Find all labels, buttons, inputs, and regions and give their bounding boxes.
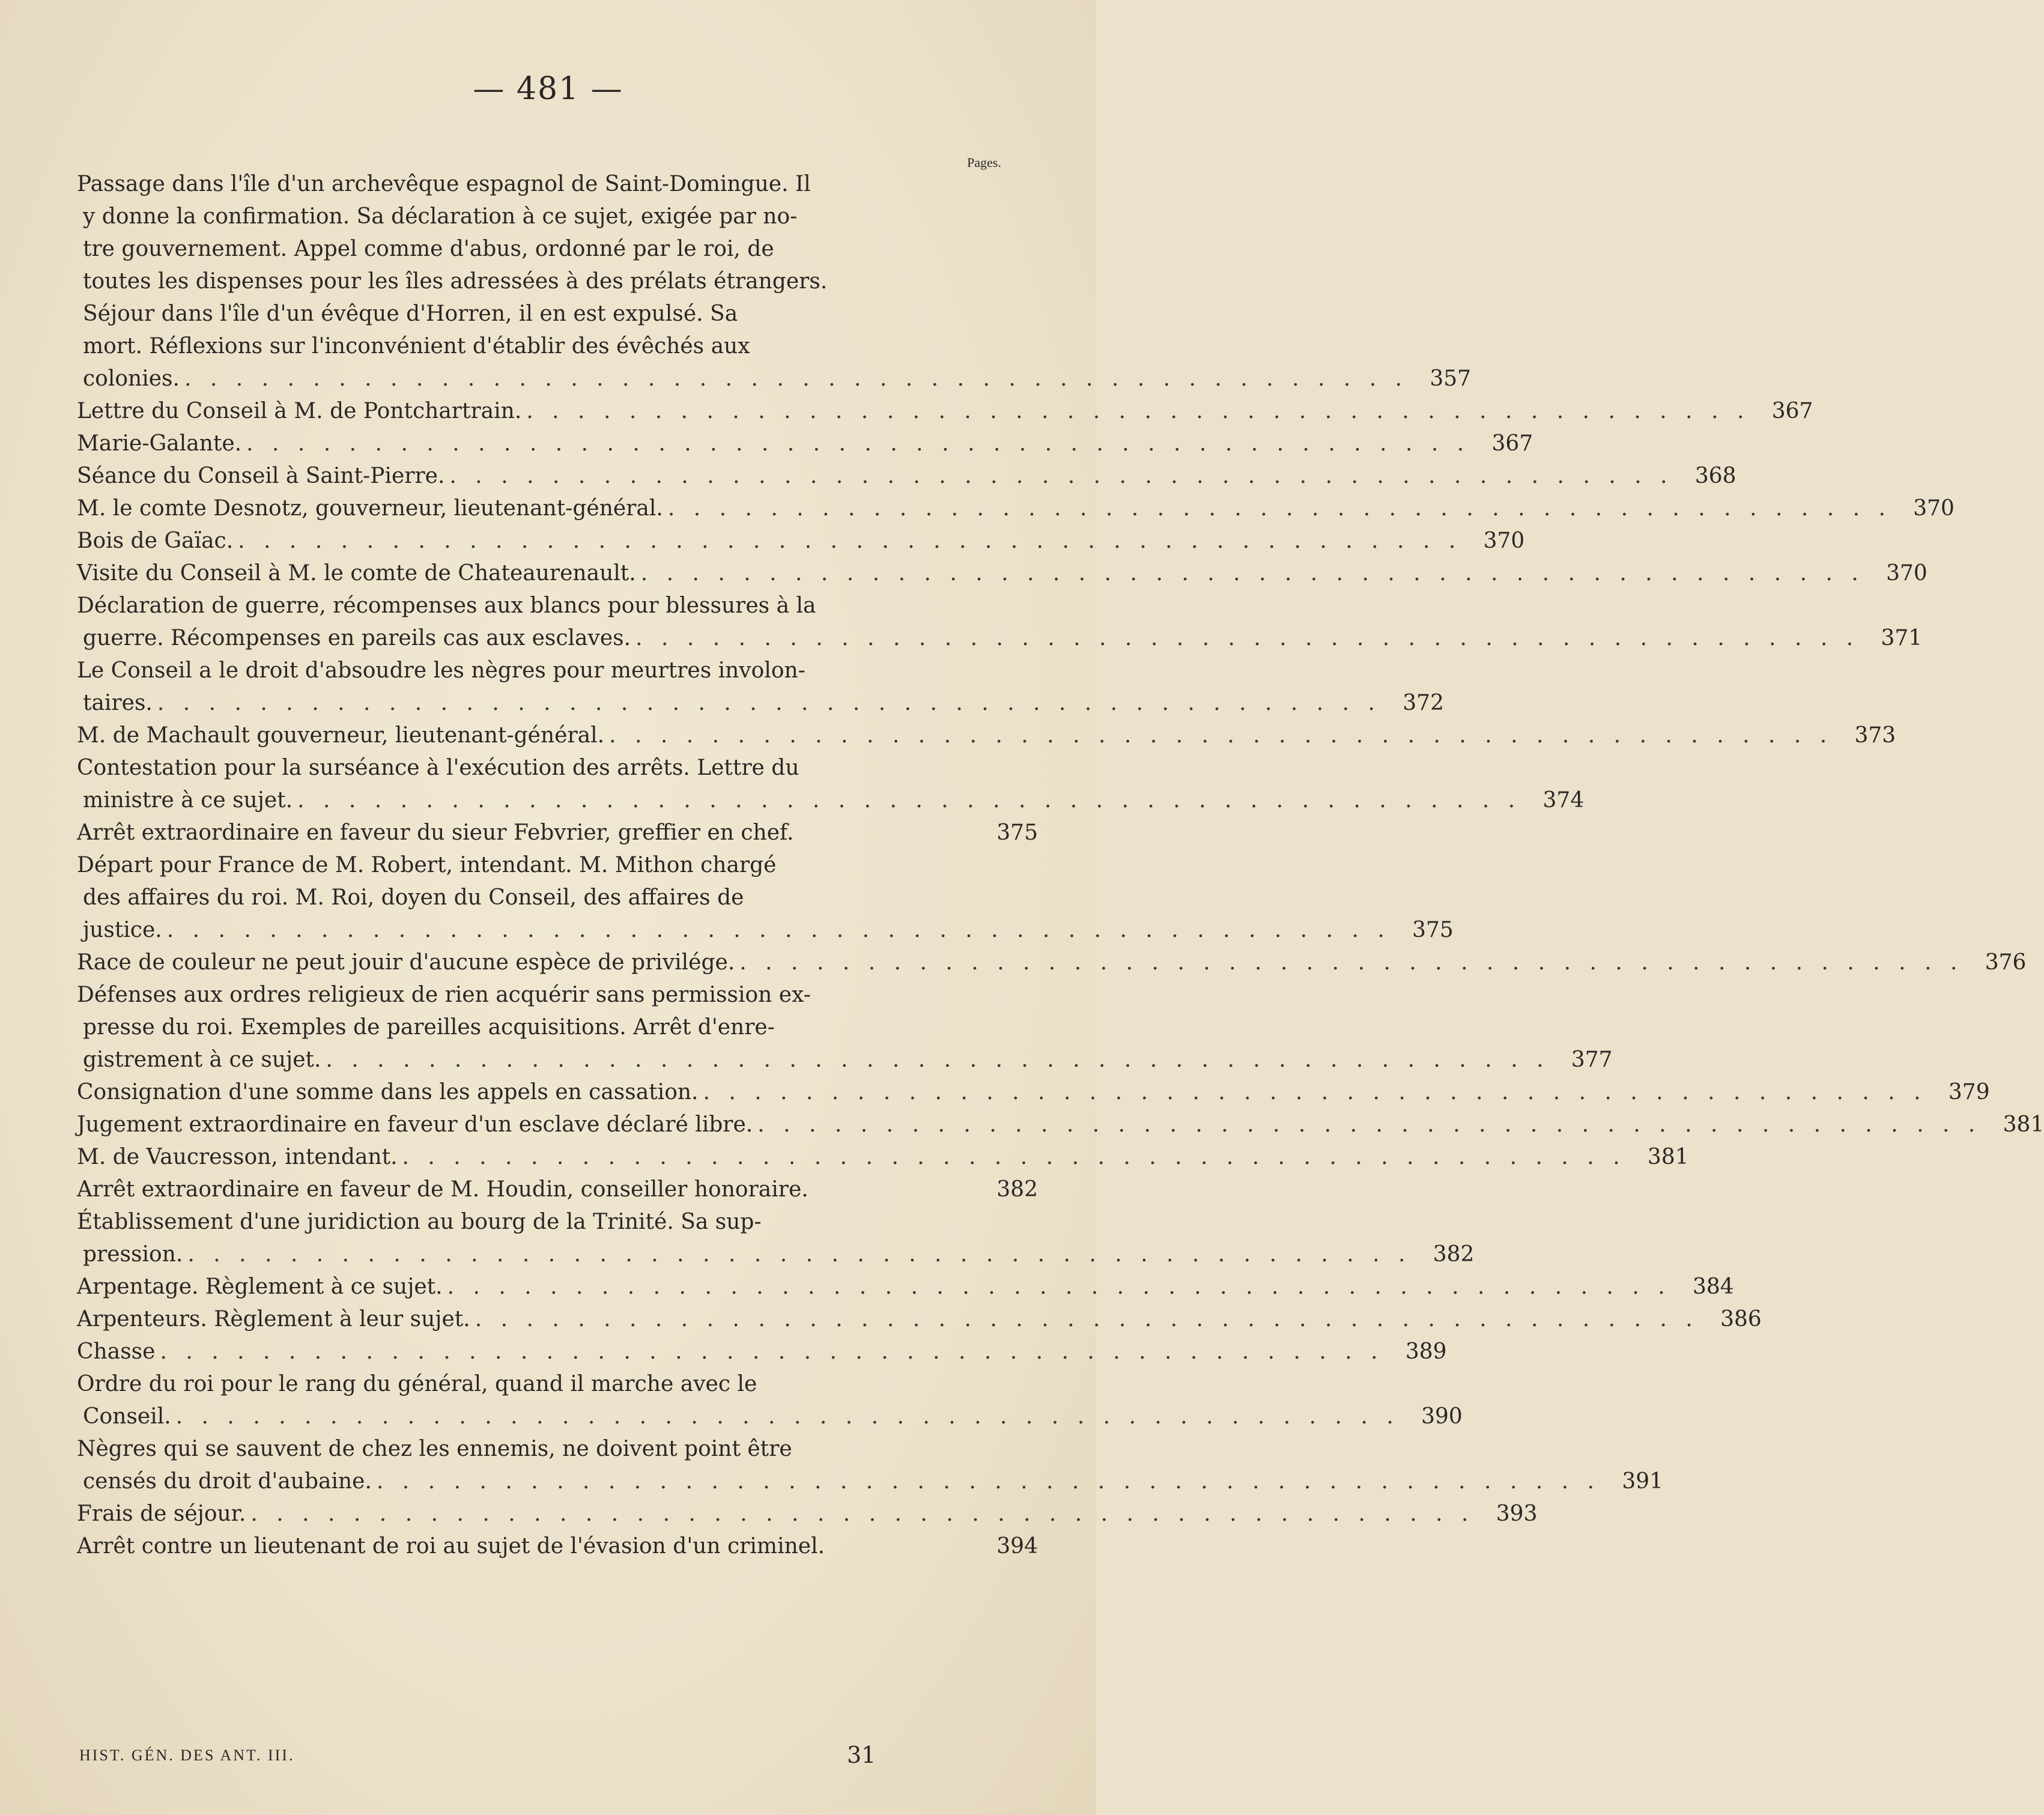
toc-entry-text: Jugement extraordinaire en faveur d'un esclave déclaré libre. <box>77 1112 753 1137</box>
toc-entry-text: Arpentage. Règlement à ce sujet. <box>77 1274 443 1299</box>
toc-page-number: 379 <box>1948 1080 1990 1104</box>
toc-entry-last-line <box>77 622 1923 655</box>
toc-entry-text: Conseil. <box>83 1404 171 1429</box>
dot-leader: . . . . . . . . . . . . . . . . . . . . . . . . . . . . . . . . . . . . . . . . . . . . . . . . <box>703 1080 1927 1104</box>
toc-entry <box>77 655 1444 720</box>
toc-entry-text: Marie-Galante. <box>77 431 242 456</box>
toc-page-number: 377 <box>1571 1047 1613 1072</box>
toc-entry-text-line: Le Conseil a le droit d'absoudre les nègres pour meurtres involon- <box>77 658 805 683</box>
dot-leader: . . . . . . . . . . . . . . . . . . . . . . . . . . . . . . . . . . . . . . . . . . . . . . . . <box>157 691 1381 715</box>
toc-page-number: 368 <box>1694 464 1736 488</box>
dot-leader: . . . . . . . . . . . . . . . . . . . . . . . . . . . . . . . . . . . . . . . . . . . . . . . . <box>739 950 1964 975</box>
toc-entry-text: pression. <box>83 1242 183 1267</box>
toc-entry <box>77 428 1533 460</box>
toc-page-number: 376 <box>1985 950 2027 975</box>
dot-leader: . . . . . . . . . . . . . . . . . . . . . . . . . . . . . . . . . . . . . . . . . . . . . . . . <box>526 399 1750 423</box>
toc-entry-text-line: toutes les dispenses pour les îles adressées à des prélats étrangers. <box>83 269 828 294</box>
toc-page-number: 381 <box>2003 1112 2044 1137</box>
toc-entry <box>77 1141 1689 1174</box>
toc-page-number: 394 <box>996 1534 1038 1559</box>
toc-page-number: 367 <box>1771 399 1813 423</box>
toc-entry-last-line <box>77 460 1736 492</box>
toc-entry <box>77 979 1613 1076</box>
toc-entry-last-line <box>77 1044 1613 1076</box>
toc-entry-last-line <box>77 1530 1038 1563</box>
dot-leader: . . . . . . . . . . . . . . . . . . . . . . . . . . . . . . . . . . . . . . . . . . . . . . . . <box>160 1339 1384 1364</box>
table-of-contents <box>77 168 2044 1563</box>
toc-entry-text: M. de Vaucresson, intendant. <box>77 1145 398 1169</box>
toc-page-number: 374 <box>1542 788 1585 813</box>
toc-entry-text-line: Nègres qui se sauvent de chez les ennemis, ne doivent point être <box>77 1437 792 1461</box>
toc-page-number: 382 <box>1433 1242 1475 1267</box>
toc-entry <box>77 525 1525 557</box>
toc-entry-text-line: mort. Réflexions sur l'inconvénient d'établir des évêchés aux <box>83 334 750 359</box>
toc-entry <box>77 817 1038 849</box>
footer-running-title: HIST. GÉN. DES ANT. III. <box>79 1747 295 1764</box>
toc-entry <box>77 395 1813 428</box>
dot-leader: . . . . . . . . . . . . . . . . . . . . . . . . . . . . . . . . . . . . . . . . . . . . . . . . <box>175 1404 1400 1429</box>
toc-entry-text-line: Passage dans l'île d'un archevêque espagnol de Saint-Domingue. Il <box>77 172 811 196</box>
toc-entry-text-line: Ordre du roi pour le rang du général, quand il marche avec le <box>77 1372 757 1396</box>
dot-leader: . . . . . . . . . . . . . . . . . . . . . . . . . . . . . . . . . . . . . . . . . . . . . . . . <box>449 464 1673 488</box>
toc-entry-text: Lettre du Conseil à M. de Pontchartrain. <box>77 399 522 423</box>
toc-entry-last-line <box>77 363 1472 395</box>
toc-entry-last-line <box>77 687 1444 720</box>
toc-entry <box>77 752 1585 817</box>
toc-entry <box>77 947 2027 979</box>
toc-entry-text-line: Séjour dans l'île d'un évêque d'Horren, il en est expulsé. Sa <box>83 301 738 326</box>
toc-entry-text: censés du droit d'aubaine. <box>83 1469 372 1494</box>
toc-entry-last-line <box>77 720 1896 752</box>
toc-page-number: 375 <box>996 820 1038 845</box>
toc-entry-text: colonies. <box>83 366 180 391</box>
toc-page-number: 375 <box>1412 918 1454 942</box>
toc-entry-last-line <box>77 1076 1990 1109</box>
dot-leader: . . . . . . . . . . . . . . . . . . . . . . . . . . . . . . . . . . . . . . . . . . . . . . . . <box>250 1501 1475 1526</box>
toc-entry-last-line <box>77 492 1955 525</box>
toc-entry-text-line: Déclaration de guerre, récompenses aux blancs pour blessures à la <box>77 593 816 618</box>
dot-leader: . . . . . . . . . . . . . . . . . . . . . . . . . . . . . . . . . . . . . . . . . . . . . . . . <box>667 496 1891 521</box>
toc-entry-last-line <box>77 914 1454 947</box>
toc-entry <box>77 1498 1538 1530</box>
toc-page-number: 370 <box>1886 561 1927 586</box>
toc-page-number: 389 <box>1405 1339 1447 1364</box>
toc-entry-text: Arrêt contre un lieutenant de roi au sujet de l'évasion d'un criminel. <box>77 1534 825 1559</box>
toc-entry <box>77 492 1955 525</box>
toc-page-number: 391 <box>1622 1469 1664 1494</box>
toc-entry <box>77 1336 1447 1368</box>
toc-entry-text-line: Départ pour France de M. Robert, intendant. M. Mithon chargé <box>77 853 777 877</box>
toc-entry <box>77 849 1454 947</box>
toc-entry-last-line <box>77 1238 1475 1271</box>
toc-entry-last-line <box>77 395 1813 428</box>
toc-entry-text: Frais de séjour. <box>77 1501 246 1526</box>
toc-entry-text: ministre à ce sujet. <box>83 788 293 813</box>
toc-entry-text: M. de Machault gouverneur, lieutenant-général. <box>77 723 605 748</box>
toc-entry <box>77 1076 1990 1109</box>
toc-entry-text-line: Contestation pour la surséance à l'exécution des arrêts. Lettre du <box>77 756 799 780</box>
toc-page-number: 390 <box>1421 1404 1463 1429</box>
toc-entry-last-line <box>77 557 1927 590</box>
toc-page-number: 371 <box>1881 626 1923 650</box>
toc-entry-text: Bois de Gaïac. <box>77 529 234 553</box>
dot-leader: . . . . . . . . . . . . . . . . . . . . . . . . . . . . . . . . . . . . . . . . . . . . . . . . <box>166 918 1390 942</box>
toc-page-number: 384 <box>1692 1274 1734 1299</box>
toc-entry <box>77 590 1923 655</box>
toc-entry-text: gistrement à ce sujet. <box>83 1047 321 1072</box>
toc-entry <box>77 1109 2044 1141</box>
toc-entry-text: guerre. Récompenses en pareils cas aux esclaves. <box>83 626 631 650</box>
toc-entry <box>77 1368 1463 1433</box>
toc-page-number: 381 <box>1647 1145 1689 1169</box>
toc-entry-last-line <box>77 947 2027 979</box>
dot-leader: . . . . . . . . . . . . . . . . . . . . . . . . . . . . . . . . . . . . . . . . . . . . . . . . <box>297 788 1521 813</box>
toc-entry <box>77 1174 1038 1206</box>
toc-page-number: 370 <box>1483 529 1525 553</box>
toc-entry <box>77 1530 1038 1563</box>
toc-entry <box>77 1303 1762 1336</box>
toc-entry <box>77 460 1736 492</box>
toc-entry-last-line <box>77 1498 1538 1530</box>
toc-entry-last-line <box>77 1109 2044 1141</box>
toc-entry-text: taires. <box>83 691 153 715</box>
toc-entry-text: Séance du Conseil à Saint-Pierre. <box>77 464 445 488</box>
toc-entry-last-line <box>77 1271 1734 1303</box>
toc-entry-last-line <box>77 1401 1463 1433</box>
toc-page-number: 382 <box>996 1177 1038 1202</box>
toc-page-number: 386 <box>1720 1307 1762 1332</box>
toc-page-number: 372 <box>1403 691 1444 715</box>
toc-entry-text: Chasse <box>77 1339 156 1364</box>
toc-entry-last-line <box>77 784 1585 817</box>
toc-entry-text: Consignation d'une somme dans les appels en cassation. <box>77 1080 699 1104</box>
toc-entry <box>77 168 1472 395</box>
pages-column-label: Pages. <box>967 155 1001 170</box>
page-number: — 481 — <box>473 71 623 107</box>
toc-entry <box>77 1206 1475 1271</box>
toc-entry-text-line: Défenses aux ordres religieux de rien acquérir sans permission ex- <box>77 983 811 1007</box>
dot-leader: . . . . . . . . . . . . . . . . . . . . . . . . . . . . . . . . . . . . . . . . . . . . . . . . <box>475 1307 1699 1332</box>
toc-entry-last-line <box>77 525 1525 557</box>
toc-entry-text-line: presse du roi. Exemples de pareilles acquisitions. Arrêt d'enre- <box>83 1015 775 1040</box>
dot-leader: . . . . . . . . . . . . . . . . . . . . . . . . . . . . . . . . . . . . . . . . . . . . . . . . <box>184 366 1409 391</box>
dot-leader: . . . . . . . . . . . . . . . . . . . . . . . . . . . . . . . . . . . . . . . . . . . . . . . . <box>326 1047 1550 1072</box>
toc-entry-text: justice. <box>83 918 162 942</box>
toc-entry <box>77 1433 1664 1498</box>
toc-entry-last-line <box>77 1336 1447 1368</box>
toc-page-number: 357 <box>1430 366 1472 391</box>
dot-leader: . . . . . . . . . . . . . . . . . . . . . . . . . . . . . . . . . . . . . . . . . . . . . . . . <box>238 529 1462 553</box>
dot-leader: . . . . . . . . . . . . . . . . . . . . . . . . . . . . . . . . . . . . . . . . . . . . . . . . <box>187 1242 1412 1267</box>
toc-page-number: 393 <box>1496 1501 1538 1526</box>
dot-leader: . . . . . . . . . . . . . . . . . . . . . . . . . . . . . . . . . . . . . . . . . . . . . . . . <box>447 1274 1671 1299</box>
toc-entry-last-line <box>77 428 1533 460</box>
toc-entry <box>77 720 1896 752</box>
toc-entry <box>77 557 1927 590</box>
toc-entry-text: Arpenteurs. Règlement à leur sujet. <box>77 1307 470 1332</box>
dot-leader: . . . . . . . . . . . . . . . . . . . . . . . . . . . . . . . . . . . . . . . . . . . . . . . . <box>376 1469 1601 1494</box>
toc-entry-text-line: tre gouvernement. Appel comme d'abus, ordonné par le roi, de <box>83 237 774 261</box>
toc-page-number: 367 <box>1491 431 1533 456</box>
toc-entry-text: Arrêt extraordinaire en faveur du sieur Febvrier, greffier en chef. <box>77 820 794 845</box>
dot-leader: . . . . . . . . . . . . . . . . . . . . . . . . . . . . . . . . . . . . . . . . . . . . . . . . <box>246 431 1470 456</box>
toc-entry-text-line: y donne la confirmation. Sa déclaration à ce sujet, exigée par no- <box>83 204 798 229</box>
dot-leader: . . . . . . . . . . . . . . . . . . . . . . . . . . . . . . . . . . . . . . . . . . . . . . . . <box>635 626 1860 650</box>
toc-entry-text: Visite du Conseil à M. le comte de Chateaurenault. <box>77 561 636 586</box>
toc-page-number: 370 <box>1913 496 1955 521</box>
signature-mark: 31 <box>847 1742 876 1768</box>
toc-entry-text: M. le comte Desnotz, gouverneur, lieutenant-général. <box>77 496 663 521</box>
toc-entry-last-line <box>77 1174 1038 1206</box>
toc-entry-last-line <box>77 1303 1762 1336</box>
toc-entry <box>77 1271 1734 1303</box>
dot-leader: . . . . . . . . . . . . . . . . . . . . . . . . . . . . . . . . . . . . . . . . . . . . . . . . <box>640 561 1864 586</box>
toc-entry-text: Race de couleur ne peut jouir d'aucune espèce de privilége. <box>77 950 735 975</box>
toc-entry-last-line <box>77 1465 1664 1498</box>
toc-entry-text-line: Établissement d'une juridiction au bourg de la Trinité. Sa sup- <box>77 1210 762 1234</box>
toc-page-number: 373 <box>1854 723 1896 748</box>
toc-entry-text-line: des affaires du roi. M. Roi, doyen du Conseil, des affaires de <box>83 885 744 910</box>
dot-leader: . . . . . . . . . . . . . . . . . . . . . . . . . . . . . . . . . . . . . . . . . . . . . . . . <box>402 1145 1626 1169</box>
toc-entry-text: Arrêt extraordinaire en faveur de M. Houdin, conseiller honoraire. <box>77 1177 808 1202</box>
toc-entry-last-line <box>77 1141 1689 1174</box>
dot-leader: . . . . . . . . . . . . . . . . . . . . . . . . . . . . . . . . . . . . . . . . . . . . . . . . <box>757 1112 1982 1137</box>
toc-entry-last-line <box>77 817 1038 849</box>
dot-leader: . . . . . . . . . . . . . . . . . . . . . . . . . . . . . . . . . . . . . . . . . . . . . . . . <box>609 723 1833 748</box>
